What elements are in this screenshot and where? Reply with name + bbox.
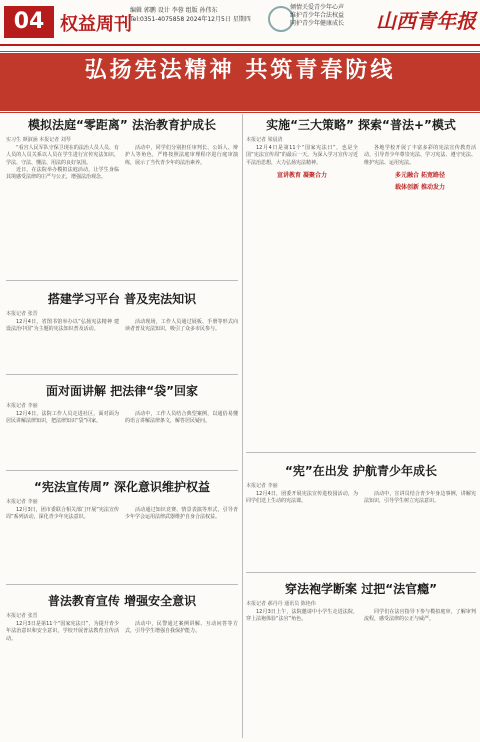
divider [6,470,238,471]
article-judge-experience [246,580,476,738]
article-title: 实施“三大策略” 探索“普法+”模式 [266,118,456,132]
article-safety-education [6,592,238,738]
article-byline: 本报记者 李丽 [6,403,38,409]
slogan-line-2: 维护青少年合法权益 [290,12,345,19]
article-title: 搭建学习平台 普及宪法知识 [47,292,197,306]
article-title: 模拟法庭“零距离” 法治教育护成长 [28,118,216,132]
divider [6,374,238,375]
section-title: 权益周刊 [60,14,132,35]
article-byline: 本报记者 张晋 [6,613,38,619]
article-byline: 本报记者 梁晨清 [246,137,283,143]
article-title: 普法教育宣传 增强安全意识 [47,594,197,608]
article-byline: 本报记者 李丽 [6,499,38,505]
article-byline: 本报记者 郝丹丹 通讯员 陈艳伟 [246,601,316,607]
subhead: 载体创新 推动发力 [394,183,446,191]
divider [6,280,238,281]
page-header [0,0,480,46]
article-constitution-start [246,462,476,568]
masthead-logo: 山西青年报 [376,9,476,33]
editor-info [130,6,251,24]
article-title: 面对面讲解 把法律“袋”回家 [46,384,198,398]
article-body: 12月4日，团委开展宪法宣传进校园活动，为同学们送上生动的宪法课。 活动中，宣讲员结合青少年身边事例，讲解宪法知识，引导学生树立宪法意识。 [246,491,476,505]
article-body: 12月3日是第11个“国家宪法日”，为提升青少年法治意识和安全意识，学校开展普法教育宣传活动。 活动中，民警通过案例讲解、互动问答等方式，引导学生增强自我保护能力。 [6,621,238,642]
divider [246,572,476,573]
article-title: “宪法宣传周” 深化意识维护权益 [34,480,210,494]
editor-line: 编辑 郭鹏 设计 李蓉 组版 孙伟东 [130,7,218,14]
article-body: 12月4日，法院工作人员走进社区，面对面为居民讲解法律知识，把法律知识“袋”回家。 活动中，工作人员结合典型案例，以通俗易懂的语言讲解法律条文，解答居民疑问。 [6,411,238,425]
article-body: “看宫人民军队守保卫现在的法治人员人员、有人员的人员关系以人员在学生进行宣传宪法知识，学法、守法、懂法、用法的良好氛围。 近日，在法院举办模拟法庭活动，让学生身临其境感受法律的庄严与公正，增强法治观念。 活动中，同学们分别担任审判长、公诉人、辩护人等角色，严格按照法庭审理程序进行庭审演练，展示了当代青少年的法治素养。 [6,145,238,181]
subhead: 多元融合 拓宽路径 [394,171,446,179]
article-byline: 本报记者 张晋 [6,311,38,317]
slogan-line-1: 倾情关爱青少年心声 [290,4,345,11]
article-face-to-face [6,382,238,466]
article-study-platform [6,290,238,370]
divider [6,584,238,585]
divider [246,452,476,453]
slogan-line-3: 同护青少年健康成长 [290,20,345,27]
banner [0,50,480,114]
article-byline: 本报记者 李丽 [246,483,278,489]
article-title: “宪”在出发 护航青少年成长 [285,464,437,478]
article-body: 12月3日，团市委联合相关部门开展“宪法宣传周”系列活动，深化青少年宪法意识。 活动通过知识竞赛、情景表演等形式，引导青少年学会运用法律武器维护自身合法权益。 [6,507,238,521]
article-mock-court [6,116,238,272]
article-body: 12月4日，省图书馆举办以“弘扬宪法精神 建设法治中国”为主题的宪法知识普及活动。 活动现场，工作人员通过展板、手册等形式向读者普及宪法知识，吸引了众多市民参与。 [6,319,238,333]
article-title: 穿法袍学断案 过把“法官瘾” [285,582,437,596]
article-constitution-week [6,478,238,578]
article-byline: 实习生 颜淑涵 本报记者 刘琴 [6,137,71,143]
page-number: 04 [4,6,54,38]
slogan [290,4,344,28]
article-three-strategies [246,116,476,446]
subhead: 宣讲教育 凝聚合力 [276,171,328,179]
banner-title: 弘扬宪法精神 共筑青春防线 [84,58,396,83]
article-body: 12月3日上午，法院邀请中小学生走进法院，穿上法袍体验“法官”角色。 同学们在法官指导下参与模拟庭审，了解审判流程，感受法律的公正与威严。 [246,609,476,623]
column-divider [242,114,243,738]
date-line: Tel:0351-4075858 2024年12月5日 星期四 [130,16,251,23]
article-body: 12月4日是第11个“国家宪法日”，也是全国“宪法宣传周”的最后一天。为深入学习宣传习近平法治思想，大力弘扬宪法精神。 宣讲教育 凝聚合力 各地学校开展了丰富多彩的宪法宣传教育活动，引导青少年尊崇宪法、学习宪法、遵守宪法、维护宪法、运用宪法。 多元融合 拓宽路径 载体创新 推动发力 [246,145,476,191]
